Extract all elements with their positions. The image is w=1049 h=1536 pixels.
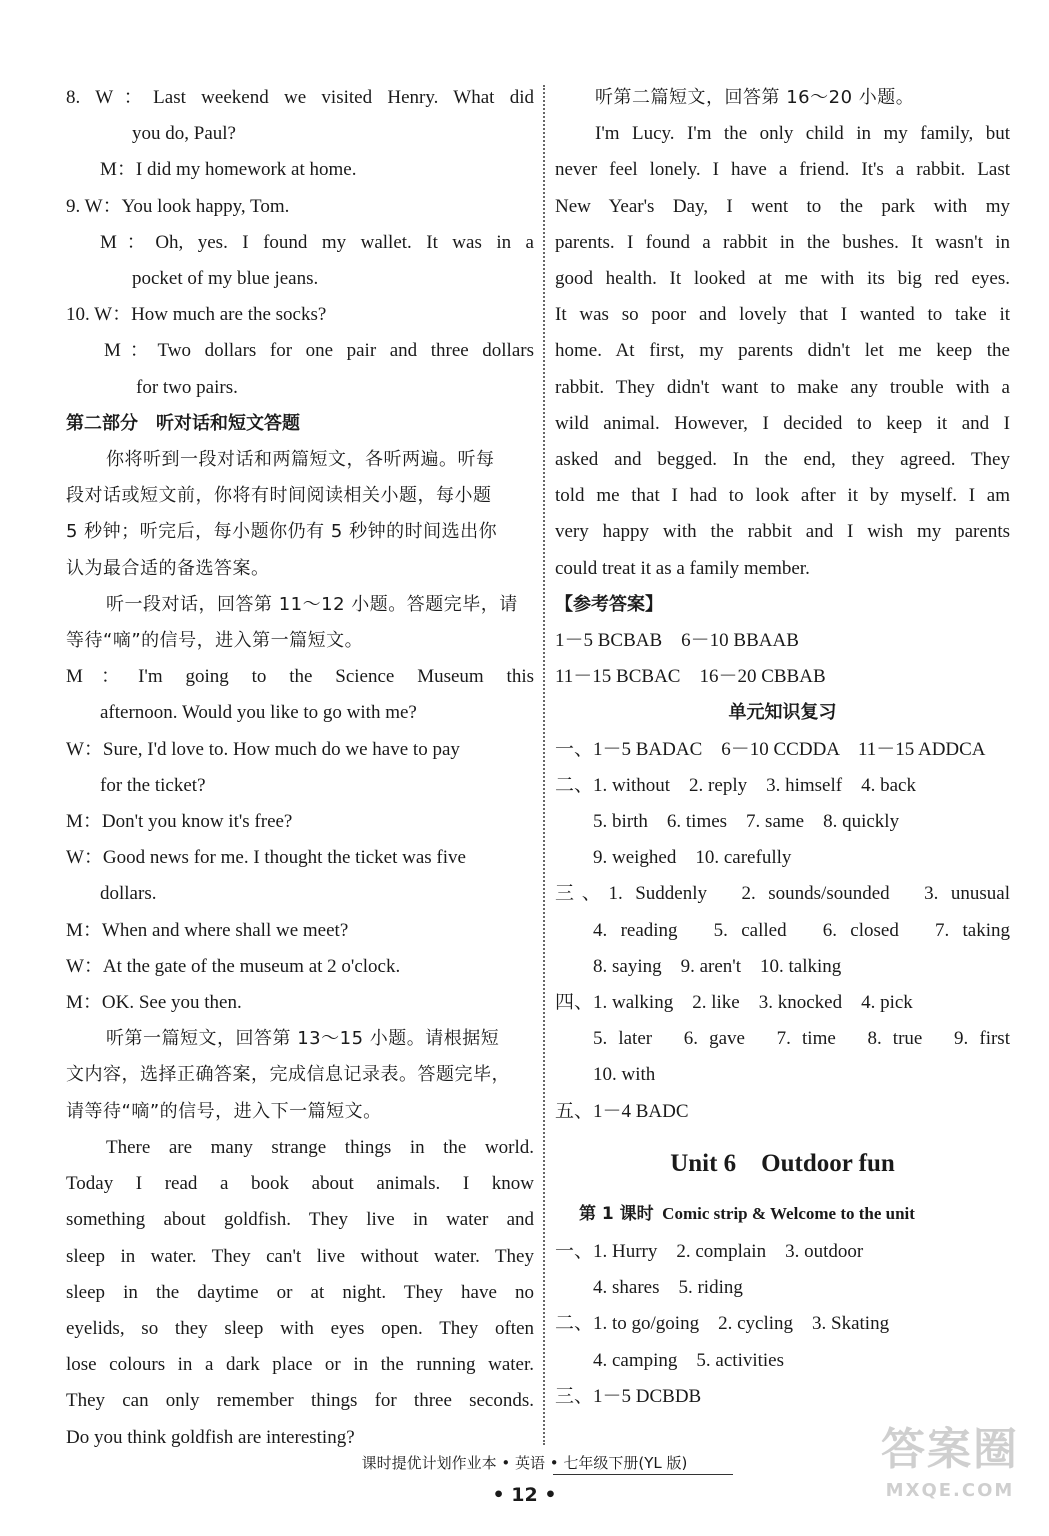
text-line: M：OK. See you then. bbox=[66, 992, 242, 1014]
watermark-url: MXQE.COM bbox=[885, 1480, 1015, 1501]
text-line: 文内容，选择正确答案，完成信息记录表。答题完毕， bbox=[66, 1064, 510, 1086]
text-line: 二、1. without 2. reply 3. himself 4. back bbox=[555, 774, 916, 796]
text-line: 等待“嘀”的信号，进入第一篇短文。 bbox=[66, 630, 364, 652]
text-line: 10. with bbox=[593, 1064, 656, 1086]
text-line: 二、1. to go/going 2. cycling 3. Skating bbox=[555, 1313, 890, 1335]
text-line: 段对话或短文前，你将有时间阅读相关小题，每小题 bbox=[66, 485, 492, 507]
text-line: 一、1－5 BADAC 6－10 CCDDA 11－15 ADDCA bbox=[555, 738, 986, 760]
text-line: 单元知识复习 bbox=[728, 702, 837, 724]
text-line: wild animal. However, I decided to keep it and I bbox=[555, 412, 1010, 434]
text-line: 你将听到一段对话和两篇短文，各听两遍。听每 bbox=[106, 449, 495, 471]
text-line: 4. shares 5. riding bbox=[593, 1277, 743, 1299]
text-line: Today I read a book about animals. I know bbox=[66, 1173, 534, 1195]
text-line: parents. I found a rabbit in the bushes. It wasn't in bbox=[555, 231, 1010, 253]
text-line: 9. W：You look happy, Tom. bbox=[66, 195, 290, 217]
text-line: good health. It looked at me with its big red eyes. bbox=[555, 268, 1010, 290]
watermark-logo bbox=[865, 1420, 1035, 1520]
text-line: M：I'm going to the Science Museum this bbox=[66, 666, 534, 688]
footer-rule bbox=[553, 1474, 733, 1475]
text-line: W：At the gate of the museum at 2 o'clock. bbox=[66, 955, 401, 977]
text-line: rabbit. They didn't want to make any trouble with a bbox=[555, 376, 1010, 398]
text-line: 请等待“嘀”的信号，进入下一篇短文。 bbox=[66, 1100, 382, 1122]
text-line: sleep in water. They can't live without water. They bbox=[66, 1245, 534, 1267]
text-line: very happy with the rabbit and I wish my parents bbox=[555, 521, 1010, 543]
text-line: something about goldfish. They live in water and bbox=[66, 1209, 534, 1231]
text-line: pocket of my blue jeans. bbox=[132, 268, 319, 290]
text-line: I'm Lucy. I'm the only child in my family, but bbox=[595, 123, 1010, 145]
lesson-number: 第 1 课时 bbox=[579, 1203, 654, 1224]
text-line: 三、1. Suddenly 2. sounds/sounded 3. unusual bbox=[555, 883, 1010, 905]
text-line: 听第一篇短文，回答第 13～15 小题。请根据短 bbox=[106, 1028, 500, 1050]
footer-book-title: 课时提优计划作业本 • 英语 • 七年级下册(YL 版) bbox=[361, 1454, 688, 1472]
text-line: 5. birth 6. times 7. same 8. quickly bbox=[593, 811, 900, 833]
watermark-text: 答案圈 bbox=[881, 1424, 1019, 1475]
text-line: 8. W：Last weekend we visited Henry. What did bbox=[66, 87, 534, 108]
text-line: M：Two dollars for one pair and three dollars bbox=[104, 340, 534, 362]
text-line: 【参考答案】 bbox=[555, 593, 663, 615]
text-line: 五、1－4 BADC bbox=[555, 1100, 689, 1122]
unit-title: Unit 6 Outdoor fun bbox=[670, 1149, 895, 1177]
text-line: M：I did my homework at home. bbox=[100, 159, 357, 181]
text-line: M：Don't you know it's free? bbox=[66, 811, 293, 833]
text-line: home. At first, my parents didn't let me keep the bbox=[555, 340, 1010, 362]
text-line: told me that I had to look after it by myself. I am bbox=[555, 485, 1010, 507]
left-column bbox=[66, 80, 534, 1456]
lesson-title: Comic strip & Welcome to the unit bbox=[662, 1203, 915, 1223]
text-line: M：When and where shall we meet? bbox=[66, 919, 349, 941]
text-line: 听第二篇短文，回答第 16～20 小题。 bbox=[595, 87, 915, 108]
text-line: They can only remember things for three seconds. bbox=[66, 1390, 534, 1412]
text-line: 4. reading 5. called 6. closed 7. taking bbox=[593, 919, 1010, 941]
column-divider bbox=[543, 85, 545, 1445]
text-line: you do, Paul? bbox=[132, 123, 236, 145]
text-line: 4. camping 5. activities bbox=[593, 1349, 785, 1371]
text-line: 5. later 6. gave 7. time 8. true 9. first bbox=[593, 1028, 1010, 1050]
text-line: W：Good news for me. I thought the ticket was five bbox=[66, 847, 466, 869]
text-line: M：Oh, yes. I found my wallet. It was in a bbox=[100, 231, 534, 253]
text-line: 三、1－5 DCBDB bbox=[555, 1385, 702, 1407]
text-line: 10. W：How much are the socks? bbox=[66, 304, 327, 326]
text-line: for two pairs. bbox=[136, 376, 238, 398]
text-line: dollars. bbox=[100, 883, 157, 905]
text-line: 11－15 BCBAC 16－20 CBBAB bbox=[555, 666, 826, 688]
lesson-heading bbox=[555, 1194, 1010, 1234]
text-line: 听一段对话，回答第 11～12 小题。答题完毕，请 bbox=[106, 593, 518, 615]
text-line: There are many strange things in the world. bbox=[106, 1136, 534, 1158]
text-line: Do you think goldfish are interesting? bbox=[66, 1426, 355, 1448]
text-line: eyelids, so they sleep with eyes open. They often bbox=[66, 1317, 534, 1339]
text-line: never feel lonely. I have a friend. It's a rabbit. Last bbox=[555, 159, 1010, 181]
text-line: New Year's Day, I went to the park with my bbox=[555, 195, 1010, 217]
page-number: • 12 • bbox=[492, 1484, 557, 1506]
text-line: asked and begged. In the end, they agreed. They bbox=[555, 449, 1010, 471]
text-line: 1－5 BCBAB 6－10 BBAAB bbox=[555, 630, 799, 652]
text-line: 5 秒钟；听完后，每小题你仍有 5 秒钟的时间选出你 bbox=[66, 521, 498, 543]
text-line: It was so poor and lovely that I wanted to take it bbox=[555, 304, 1010, 326]
text-line: sleep in the daytime or at night. They have no bbox=[66, 1281, 534, 1303]
text-line: 第二部分 听对话和短文答题 bbox=[66, 412, 300, 434]
right-column bbox=[555, 80, 1010, 1415]
text-line: afternoon. Would you like to go with me? bbox=[100, 702, 417, 724]
text-line: could treat it as a family member. bbox=[555, 557, 810, 579]
lesson-answers bbox=[555, 1234, 1010, 1415]
text-line: lose colours in a dark place or in the running water. bbox=[66, 1354, 534, 1376]
text-line: 8. saying 9. aren't 10. talking bbox=[593, 955, 842, 977]
text-line: 9. weighed 10. carefully bbox=[593, 847, 792, 869]
text-line: 一、1. Hurry 2. complain 3. outdoor bbox=[555, 1240, 864, 1262]
text-line: for the ticket? bbox=[100, 774, 206, 796]
text-line: W：Sure, I'd love to. How much do we have to pay bbox=[66, 738, 460, 760]
text-line: 四、1. walking 2. like 3. knocked 4. pick bbox=[555, 992, 913, 1014]
text-line: 认为最合适的备选答案。 bbox=[66, 557, 270, 579]
right-column-text bbox=[555, 80, 1010, 1130]
